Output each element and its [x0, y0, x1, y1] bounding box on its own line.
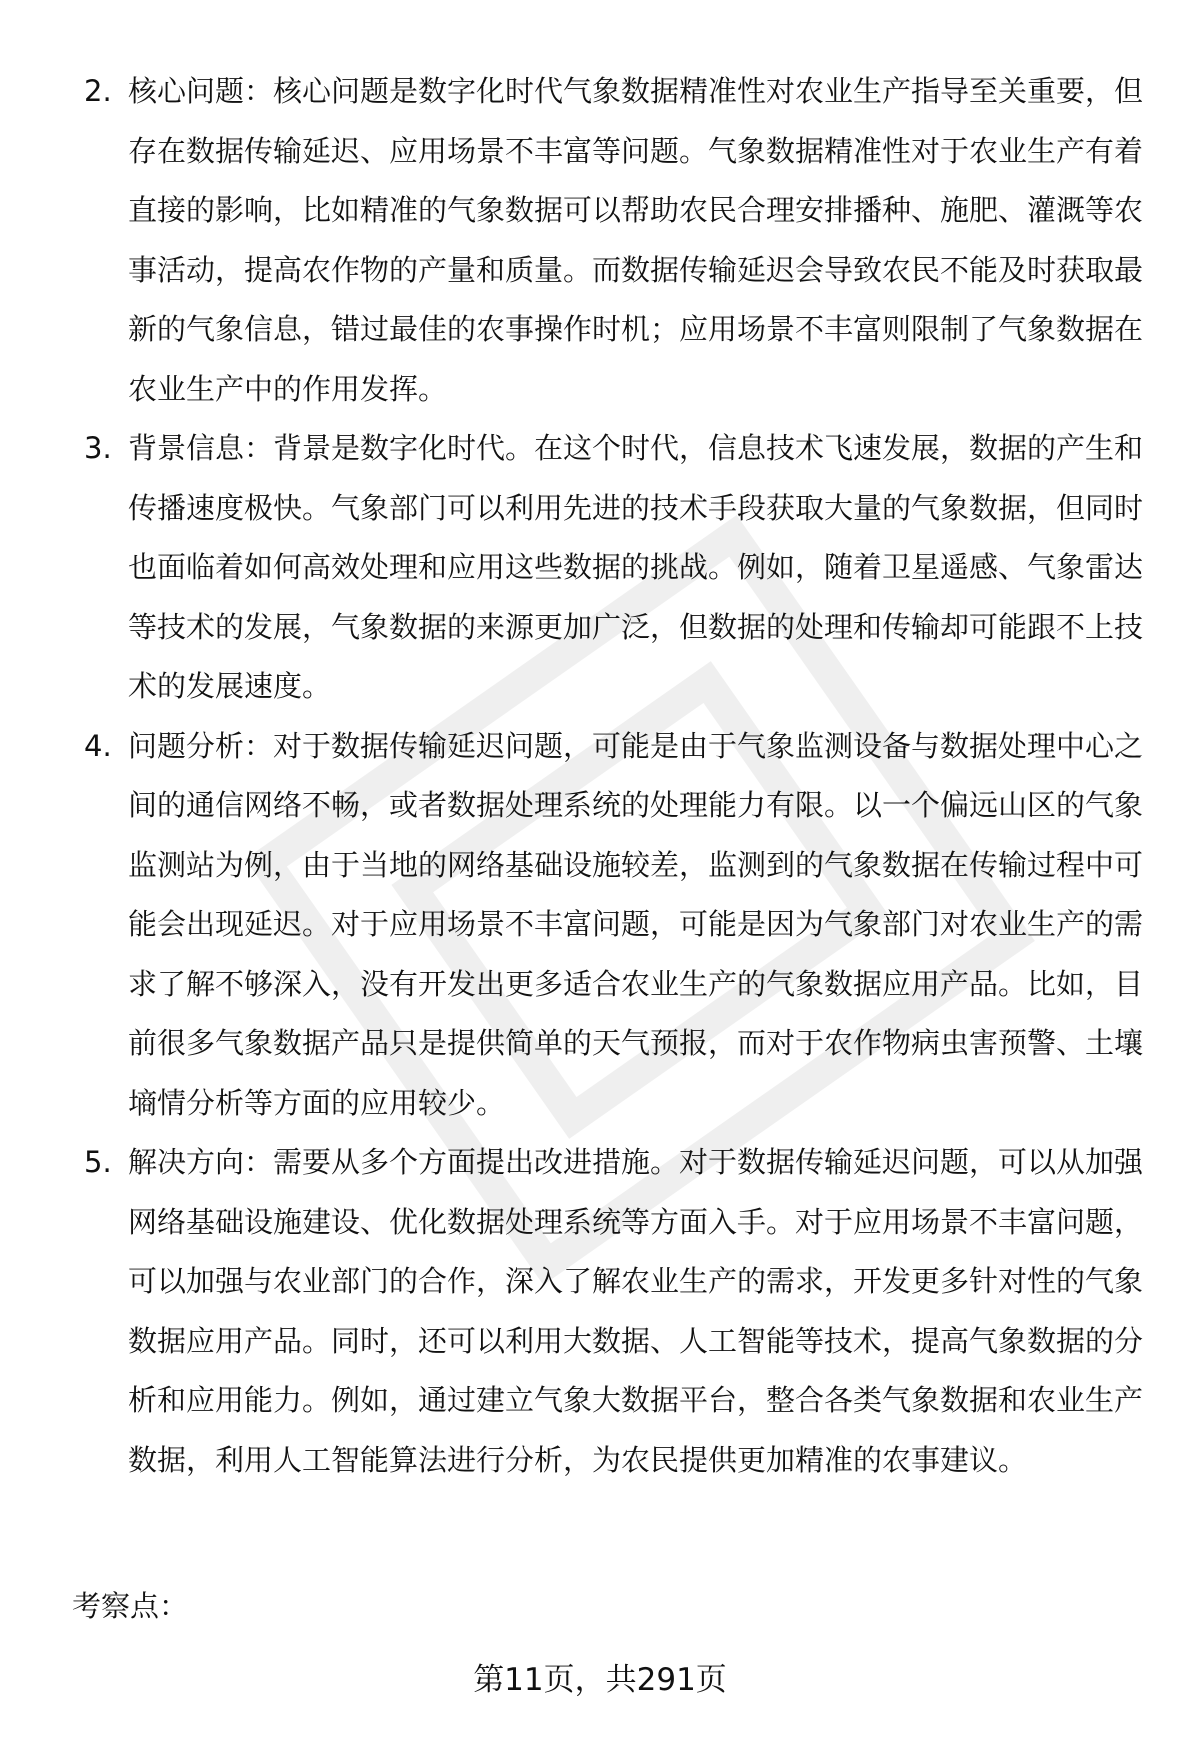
list-item-text: 背景信息：背景是数字化时代。在这个时代，信息技术飞速发展，数据的产生和传播速度极快。气象部门可以利用先进的技术手段获取大量的气象数据，但同时也面临着如何高效处理和应用这些数据的挑战。例如，随着卫星遥感、气象雷达等技术的发展，气象数据的来源更加广泛，但数据的处理和传输却可能跟不上技术的发展速度。	[128, 431, 1144, 703]
list-item	[84, 1133, 1144, 1490]
list-item-text: 问题分析：对于数据传输延迟问题，可能是由于气象监测设备与数据处理中心之间的通信网络不畅，或者数据处理系统的处理能力有限。以一个偏远山区的气象监测站为例，由于当地的网络基础设施较差，监测到的气象数据在传输过程中可能会出现延迟。对于应用场景不丰富问题，可能是因为气象部门对农业生产的需求了解不够深入，没有开发出更多适合农业生产的气象数据应用产品。比如，目前很多气象数据产品只是提供简单的天气预报，而对于农作物病虫害预警、土壤墒情分析等方面的应用较少。	[128, 728, 1144, 1120]
examination-points-heading: 考察点：	[72, 1589, 189, 1623]
list-item-number: 5.	[84, 1145, 112, 1179]
list-item	[84, 717, 1144, 1134]
list-item-text: 解决方向：需要从多个方面提出改进措施。对于数据传输延迟问题，可以从加强网络基础设施建设、优化数据处理系统等方面入手。对于应用场景不丰富问题，可以加强与农业部门的合作，深入了解农业生产的需求，开发更多针对性的气象数据应用产品。同时，还可以利用大数据、人工智能等技术，提高气象数据的分析和应用能力。例如，通过建立气象大数据平台，整合各类气象数据和农业生产数据，利用人工智能算法进行分析，为农民提供更加精准的农事建议。	[128, 1145, 1144, 1477]
list-item-text: 核心问题：核心问题是数字化时代气象数据精准性对农业生产指导至关重要，但存在数据传输延迟、应用场景不丰富等问题。气象数据精准性对于农业生产有着直接的影响，比如精准的气象数据可以帮助农民合理安排播种、施肥、灌溉等农事活动，提高农作物的产量和质量。而数据传输延迟会导致农民不能及时获取最新的气象信息，错过最佳的农事操作时机；应用场景不丰富则限制了气象数据在农业生产中的作用发挥。	[128, 74, 1144, 406]
list-item	[84, 62, 1144, 419]
list-item	[84, 419, 1144, 717]
page-number-footer: 第11页，共291页	[473, 1662, 727, 1698]
answer-list	[84, 62, 1144, 1490]
list-item-number: 3.	[84, 431, 112, 465]
list-item-number: 2.	[84, 74, 112, 108]
list-item-number: 4.	[84, 728, 112, 763]
